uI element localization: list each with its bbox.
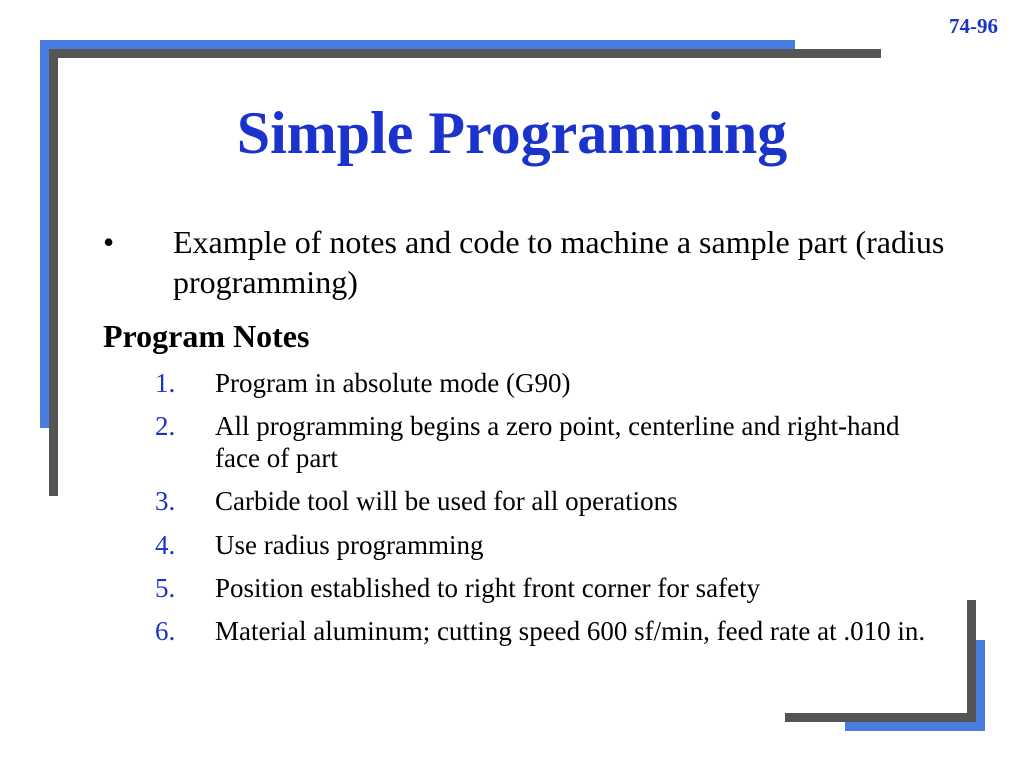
list-item-text: All programming begins a zero point, centerline and right-hand face of part [215, 411, 900, 474]
list-item-text: Program in absolute mode (G90) [215, 368, 571, 398]
frame-bottom-right-gray-horizontal [785, 713, 976, 722]
list-item-number: 4. [155, 529, 176, 560]
page-number: 74-96 [949, 14, 998, 38]
list-item [155, 410, 945, 474]
program-notes-heading: Program Notes [103, 318, 310, 354]
list-item-text: Material aluminum; cutting speed 600 sf/min, feed rate at .010 in. [215, 615, 926, 646]
intro-bullet [103, 222, 963, 302]
list-item [155, 367, 945, 399]
frame-top-left-gray-horizontal [49, 49, 881, 58]
frame-bottom-right-blue-vertical [976, 640, 985, 731]
list-item-number: 6. [155, 615, 176, 646]
frame-top-left-blue-vertical [40, 40, 49, 428]
bullet-text: Example of notes and code to machine a sample part (radius programming) [173, 224, 945, 300]
program-notes-list [155, 367, 945, 658]
list-item-number: 3. [155, 486, 176, 517]
frame-bottom-right-blue-horizontal [845, 722, 985, 731]
frame-top-left-blue-horizontal [40, 40, 795, 49]
list-item [155, 615, 945, 647]
list-item-text: Carbide tool will be used for all operations [215, 486, 678, 517]
list-item [155, 529, 945, 561]
list-item-text: Use radius programming [215, 529, 484, 560]
list-item-text: Position established to right front corner for safety [215, 572, 761, 603]
frame-bottom-right-gray-vertical [967, 600, 976, 722]
list-item-number: 5. [155, 572, 176, 603]
list-item-number: 2. [155, 411, 176, 442]
bullet-marker: • [103, 224, 115, 260]
list-item [155, 572, 945, 604]
slide-title: Simple Programming [236, 100, 788, 166]
list-item [155, 485, 945, 517]
list-item-number: 1. [155, 368, 176, 398]
